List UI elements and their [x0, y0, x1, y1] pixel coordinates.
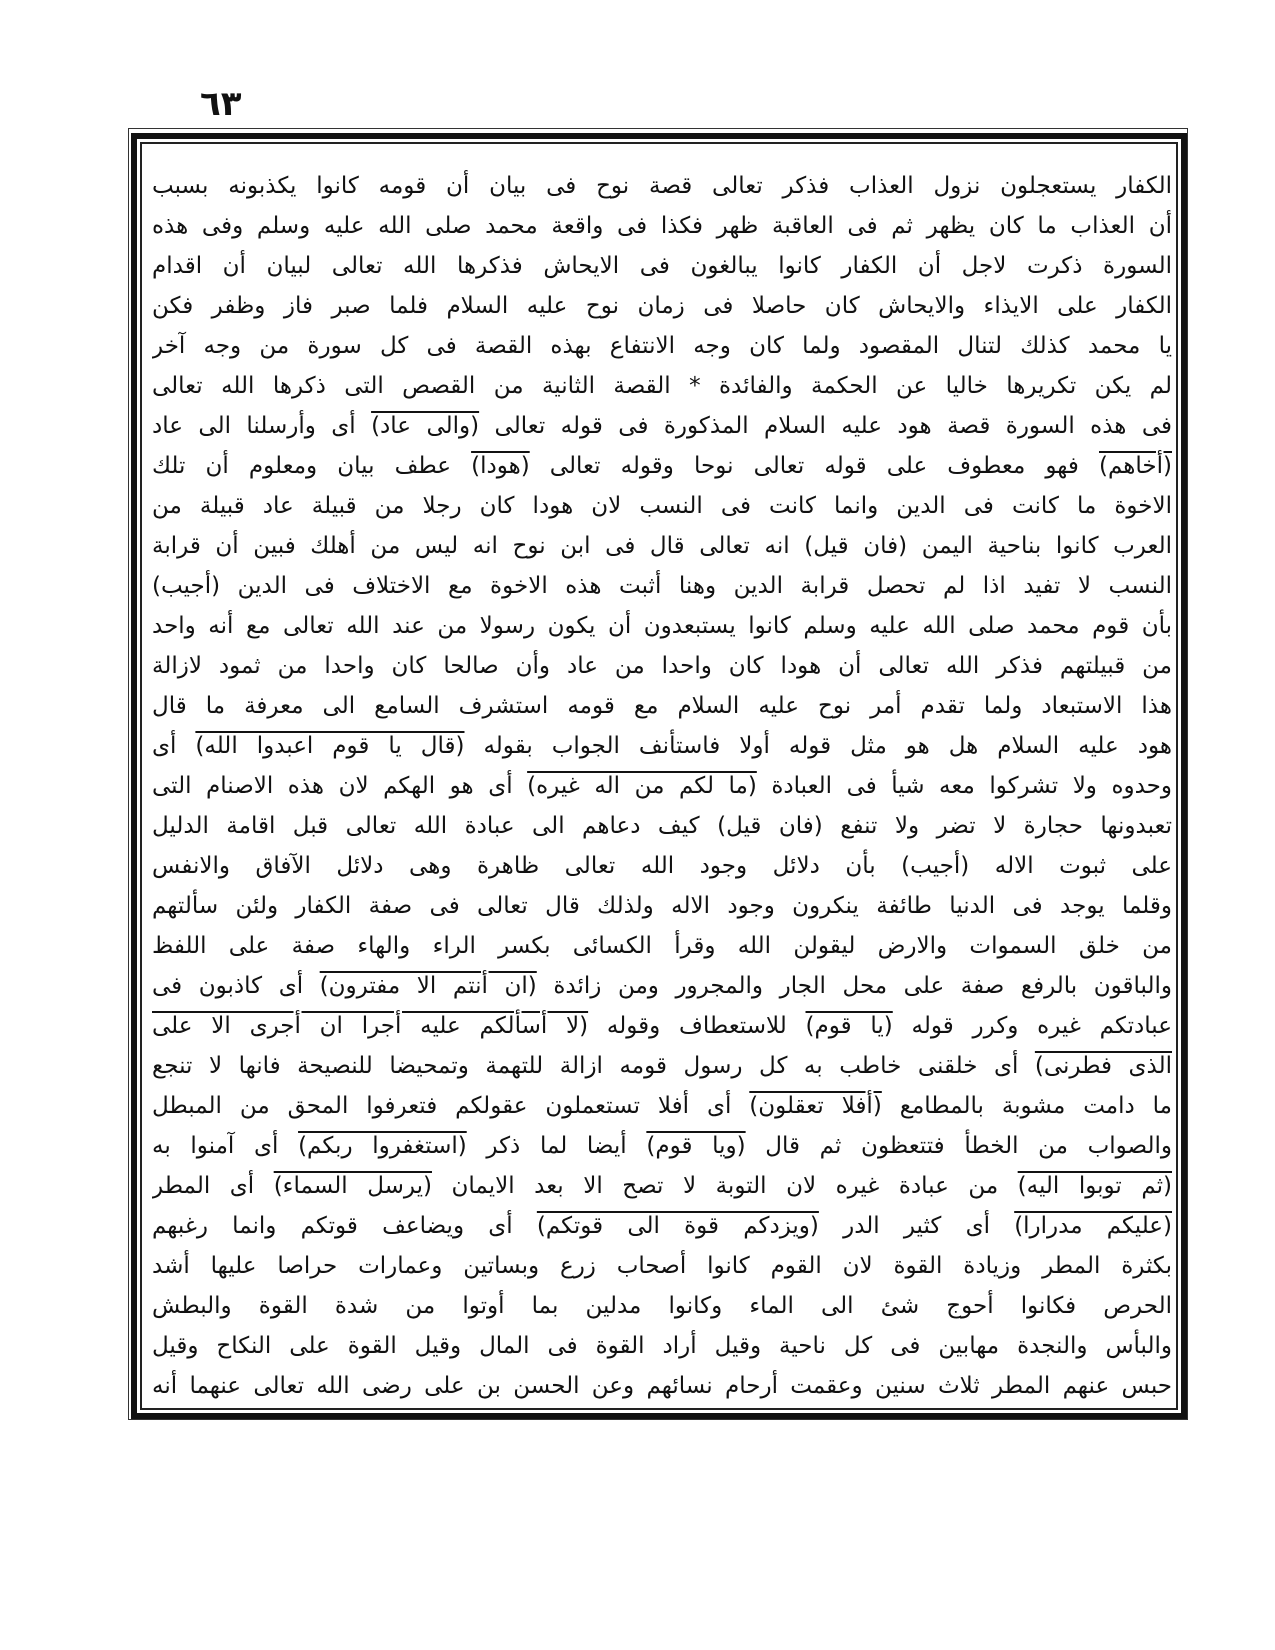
text-line: النسب لا تفيد اذا لم تحصل قرابة الدين وهنا أثبت هذه الاخوة مع الاختلاف فى الدين (أجيب) — [152, 573, 1172, 599]
text-line: عبادتكم غيره وكرر قوله (يا قوم) للاستعطاف وقوله (لا أسألكم عليه أجرا ان أجرى الا على — [152, 1013, 1172, 1039]
text-line: (ثم توبوا اليه) من عبادة غيره لان التوبة لا تصح الا بعد الايمان (يرسل السماء) أى المطر — [152, 1173, 1172, 1199]
text-line: والصواب من الخطأ فتتعظون ثم قال (ويا قوم) أيضا لما ذكر (استغفروا ربكم) أى آمنوا به — [152, 1133, 1172, 1159]
text-line: (أخاهم) فهو معطوف على قوله تعالى نوحا وقوله تعالى (هودا) عطف بيان ومعلوم أن تلك — [152, 453, 1172, 479]
quran-phrase: (أفلا تعقلون) — [749, 1093, 882, 1119]
text-line: وحدوه ولا تشركوا معه شيأ فى العبادة (ما لكم من اله غيره) أى هو الهكم لان هذه الاصنام التى — [152, 773, 1172, 799]
text-line: الكفار على الايذاء والايحاش كان حاصلا فى زمان نوح عليه السلام فلما صبر فاز وظفر فكن — [152, 293, 1172, 319]
quran-phrase: (ثم توبوا اليه) — [1017, 1173, 1172, 1199]
quran-phrase: (ويا قوم) — [646, 1133, 746, 1159]
quran-phrase: (أخاهم) — [1099, 453, 1172, 479]
quran-phrase: (والى عاد) — [371, 413, 480, 439]
text-line: الاخوة ما كانت فى الدين وانما كانت فى النسب لان هودا كان رجلا من قبيلة عاد قبيلة من — [152, 493, 1172, 519]
quran-phrase: الذى فطرنى) — [1034, 1053, 1172, 1079]
text-line: بكثرة المطر وزيادة القوة لان القوم كانوا أصحاب زرع وبساتين وعمارات حراصا عليها أشد — [152, 1253, 1172, 1279]
page-number: ٦٣ — [200, 84, 242, 124]
text-line: من خلق السموات والارض ليقولن الله وقرأ الكسائى بكسر الراء والهاء صفة على اللفظ — [152, 933, 1172, 959]
text-line: فى هذه السورة قصة هود عليه السلام المذكورة فى قوله تعالى (والى عاد) أى وأرسلنا الى عاد — [152, 413, 1172, 439]
text-line: حبس عنهم المطر ثلاث سنين وعقمت أرحام نسائهم وعن الحسن بن على رضى الله تعالى عنهما أنه — [152, 1373, 1172, 1399]
text-line: والبأس والنجدة مهابين فى كل ناحية وقيل أراد القوة فى المال وقيل القوة على النكاح وقيل — [152, 1333, 1172, 1359]
text-line: بأن قوم محمد صلى الله عليه وسلم كانوا يستبعدون أن يكون رسولا من عند الله تعالى مع أنه واحد — [152, 613, 1172, 639]
text-line: الحرص فكانوا أحوج شئ الى الماء وكانوا مدلين بما أوتوا من شدة القوة والبطش — [152, 1293, 1172, 1319]
text-line: لم يكن تكريرها خاليا عن الحكمة والفائدة * القصة الثانية من القصص التى ذكرها الله تعالى — [152, 373, 1172, 399]
body-text — [152, 166, 1172, 1406]
quran-phrase: (عليكم مدرارا) — [1014, 1213, 1172, 1239]
text-line: ما دامت مشوبة بالمطامع (أفلا تعقلون) أى أفلا تستعملون عقولكم فتعرفوا المحق من المبطل — [152, 1093, 1172, 1119]
text-line: هود عليه السلام هل هو مثل قوله أولا فاستأنف الجواب بقوله (قال يا قوم اعبدوا الله) أى — [152, 733, 1172, 759]
text-line: العرب كانوا بناحية اليمن (فان قيل) انه تعالى قال فى ابن نوح انه ليس من أهلك فبين أن قرابة — [152, 533, 1172, 559]
quran-phrase: (لا أسألكم عليه أجرا ان أجرى الا على — [152, 1013, 589, 1039]
quran-phrase: (قال يا قوم اعبدوا الله) — [195, 733, 465, 759]
text-line: وقلما يوجد فى الدنيا طائفة ينكرون وجود الاله ولذلك قال تعالى فى صفة الكفار ولئن سألتهم — [152, 893, 1172, 919]
text-line: من قبيلتهم فذكر الله تعالى أن هودا كان واحدا من عاد وأن صالحا كان واحدا من ثمود لازالة — [152, 653, 1172, 679]
text-line: هذا الاستبعاد ولما تقدم أمر نوح عليه السلام مع قومه استشرف السامع الى معرفة ما قال — [152, 693, 1172, 719]
text-line: يا محمد كذلك لتنال المقصود ولما كان وجه الانتفاع بهذه القصة فى كل سورة من وجه آخر — [152, 333, 1172, 359]
quran-phrase: (هودا) — [471, 453, 530, 479]
text-line: الذى فطرنى) أى خلقنى خاطب به كل رسول قومه ازالة للتهمة وتمحيضا للنصيحة فانها لا تنجع — [152, 1053, 1172, 1079]
quran-phrase: (ويزدكم قوة الى قوتكم) — [536, 1213, 819, 1239]
text-line: والباقون بالرفع صفة على محل الجار والمجرور ومن زائدة (ان أنتم الا مفترون) أى كاذبون فى — [152, 973, 1172, 999]
quran-phrase: (ان أنتم الا مفترون) — [319, 973, 537, 999]
quran-phrase: (يا قوم) — [805, 1013, 893, 1039]
quran-phrase: (يرسل السماء) — [273, 1173, 432, 1199]
text-line: تعبدونها حجارة لا تضر ولا تنفع (فان قيل) كيف دعاهم الى عبادة الله تعالى قبل اقامة الدليل — [152, 813, 1172, 839]
quran-phrase: (ما لكم من اله غيره) — [527, 773, 757, 799]
text-line: على ثبوت الاله (أجيب) بأن دلائل وجود الله تعالى ظاهرة وهى دلائل الآفاق والانفس — [152, 853, 1172, 879]
text-line: أن العذاب ما كان يظهر ثم فى العاقبة ظهر فكذا فى واقعة محمد صلى الله عليه وسلم وفى هذه — [152, 213, 1172, 239]
text-line: السورة ذكرت لاجل أن الكفار كانوا يبالغون فى الايحاش فذكرها الله تعالى لبيان أن اقدام — [152, 253, 1172, 279]
text-line: الكفار يستعجلون نزول العذاب فذكر تعالى قصة نوح فى بيان أن قومه كانوا يكذبونه بسبب — [152, 173, 1172, 199]
text-line: (عليكم مدرارا) أى كثير الدر (ويزدكم قوة الى قوتكم) أى ويضاعف قوتكم وانما رغبهم — [152, 1213, 1172, 1239]
quran-phrase: (استغفروا ربكم) — [298, 1133, 467, 1159]
